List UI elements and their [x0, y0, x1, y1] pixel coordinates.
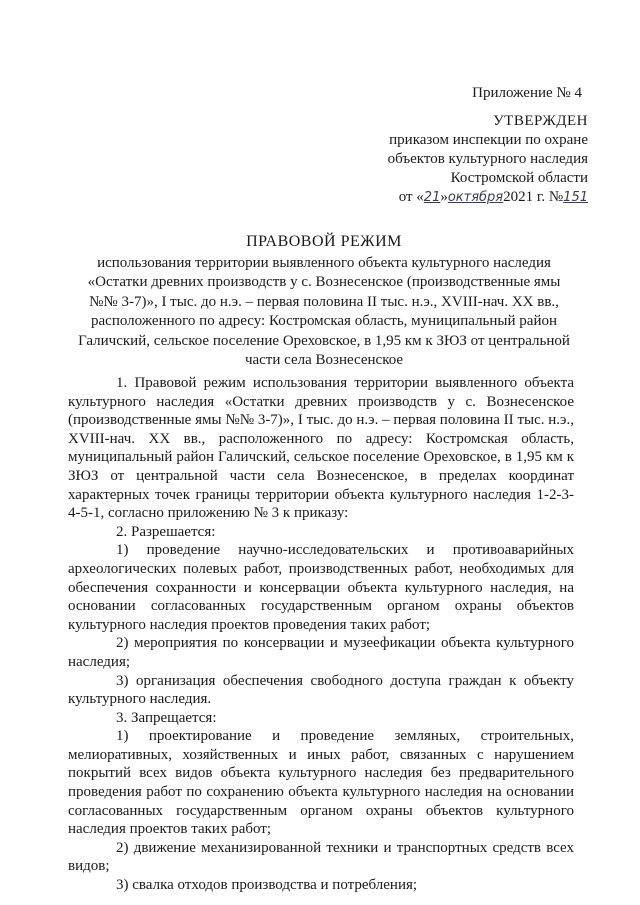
date-year: 2021 г. №	[503, 189, 564, 205]
date-day-handwritten: 21	[423, 190, 441, 205]
paragraph-2-item-2: 2) мероприятия по консервации и музеефикации объекта культурного наследия;	[68, 635, 574, 670]
approved-line: приказом инспекции по охране	[389, 132, 588, 148]
order-date-line	[328, 188, 588, 207]
date-prefix: от «	[398, 189, 424, 205]
paragraph-3-item-3: 3) свалка отходов производства и потребления;	[116, 877, 418, 894]
title-line: «Остатки древних производств у с. Вознесенское (производственные ямы	[87, 274, 561, 290]
title-line: №№ 3-7)», I тыс. до н.э. – первая половина II тыс. н.э., XVIII-нач. XX вв.,	[89, 293, 559, 310]
approved-word: УТВЕРЖДЕН	[493, 113, 588, 129]
paragraph-2-heading: 2. Разрешается:	[116, 523, 216, 540]
title-line: расположенного по адресу: Костромская область, муниципальный район	[91, 313, 557, 329]
date-month-handwritten: октября	[447, 190, 504, 205]
date-mid: »	[440, 189, 448, 205]
title-line: использования территории выявленного объекта культурного наследия	[97, 254, 551, 271]
paragraph-2-item-3: 3) организация обеспечения свободного доступа граждан к объекту культурного наследия.	[68, 672, 574, 708]
paragraph-3-item-2: 2) движение механизированной техники и транспортных средств всех видов;	[68, 839, 574, 875]
approval-block	[328, 112, 588, 207]
document-body	[68, 374, 574, 895]
appendix-number: Приложение № 4	[472, 85, 582, 101]
paragraph-3-heading: 3. Запрещается:	[116, 709, 217, 726]
order-number-handwritten: 151	[563, 190, 588, 205]
title-heading: ПРАВОВОЙ РЕЖИМ	[246, 233, 402, 250]
paragraph-2-item-1: 1) проведение научно-исследовательских и противоаварийных археологических полевых работ, производственных работ, необходимых для обеспечения сохранности и консервации объекта культурного наследия, на основании согласованных государственным органом охраны объектов культурного наследия проектов проведения таких работ;	[68, 542, 574, 633]
title-line: части села Вознесенское	[244, 352, 404, 368]
paragraph-1: 1. Правовой режим использования территории выявленного объекта культурного наследия «Остатки древних производств у с. Вознесенское (производственные ямы №№ 3-7)», I тыс. до н.э. – первая половина II тыс. н.э., XVIII-нач. XX вв., расположенного по адресу: Костромская область, муниципальный район Галичский, сельское поселение Ореховское, в 1,95 км к ЗЮЗ от центральной части села Вознесенское, в пределах координат характерных точек границы территории объекта культурного наследия 1-2-3-4-5-1, согласно приложению № 3 к приказу:	[68, 375, 574, 522]
title-line: Галичский, сельское поселение Ореховское, в 1,95 км к ЗЮЗ от центральной	[78, 332, 570, 349]
document-title	[78, 232, 570, 371]
approved-line: объектов культурного наследия	[387, 151, 588, 167]
paragraph-3-item-1: 1) проектирование и проведение земляных, строительных, мелиоративных, хозяйственных и иных работ, связанных с нарушением покрытий всех видов объекта культурного наследия без предварительного проведения работ по сохранению объекта культурного наследия на основании согласованных государственным органом охраны объектов культурного наследия проектов таких работ;	[68, 728, 574, 838]
approved-line: Костромской области	[450, 170, 588, 186]
